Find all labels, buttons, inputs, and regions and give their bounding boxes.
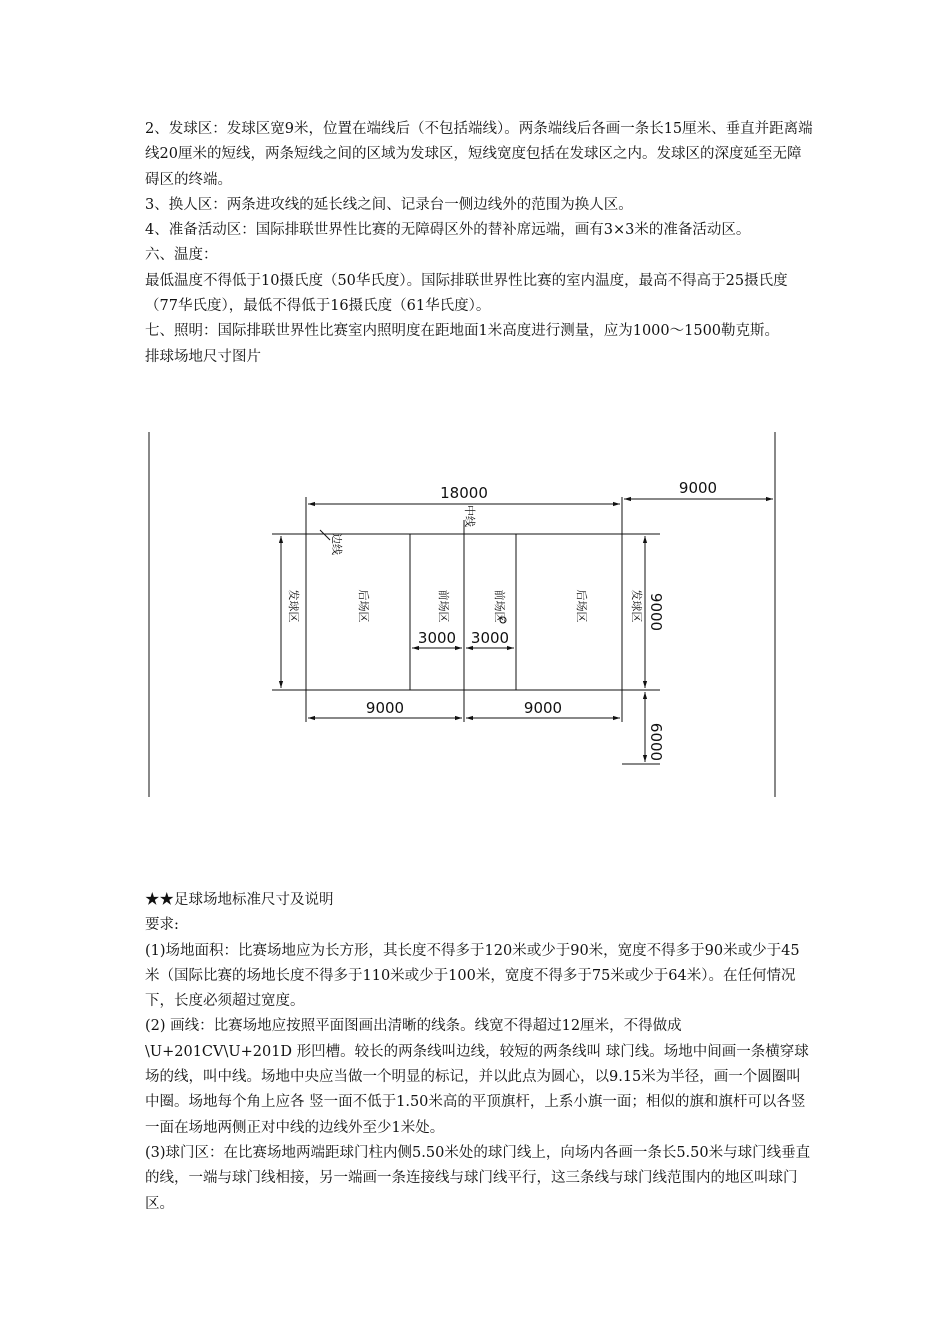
service-zone-left-label: 发球区 <box>287 589 300 623</box>
paragraph-service-zone: 2、发球区：发球区宽9米，位置在端线后（不包括端线）。两条端线后各画一条长15厘米、垂直并距离端线20厘米的短线，两条短线之间的区域为发球区，短线宽度包括在发球区之内。发球区的深度延至无障碍区的终端。 <box>145 121 813 188</box>
paragraph-temperature: 最低温度不得低于10摄氏度（50华氏度）。国际排联世界性比赛的室内温度，最高不得高于25摄氏度（77华氏度），最低不得低于16摄氏度（61华氏度）。 <box>145 272 788 315</box>
paragraph-warmup-area: 4、准备活动区：国际排联世界性比赛的无障碍区外的替补席远端，画有3×3米的准备活动区。 <box>145 222 751 239</box>
paragraph-lighting: 七、照明：国际排联世界性比赛室内照明度在距地面1米高度进行测量，应为1000～1500勒克斯。 <box>145 323 780 340</box>
length-label: 18000 <box>440 484 488 502</box>
paragraph-field-area: (1)场地面积：比赛场地应为长方形，其长度不得多于120米或少于90米，宽度不得多于90米或少于45米（国际比赛的场地长度不得多于110米或少于100米，宽度不得多于75米或少于64米）。在任何情况下，长度必须超过宽度。 <box>145 942 800 1010</box>
attack-right-label: 3000 <box>470 629 510 647</box>
paragraph-field-lines: (2) 画线：比赛场地应按照平面图画出清晰的线条。线宽不得超过12厘米，不得做成\U+201CV\U+201D 形凹槽。较长的两条线叫边线，较短的两条线叫 球门线。场地中间画一条横穿球场的线，叫中线。场地中央应当做一个明显的标记，并以此点为圆心，以9.15米为半径，画一个圆圈叫中圈。场地每个角上应各 竖一面不低于1.50米高的平顶旗杆，上系小旗一面；相似的旗和旗杆可以各竖一面在场地两侧正对中线的边线外至少1米处。 <box>145 1018 809 1136</box>
center-line-label: 中线 <box>463 505 476 527</box>
heading-football-field: ★★足球场地标准尺寸及说明 <box>145 892 334 908</box>
back-zone-left-label: 后场区 <box>357 589 370 623</box>
paragraph-substitution-zone: 3、换人区：两条进攻线的延长线之间、记录台一侧边线外的范围为换人区。 <box>145 196 633 213</box>
sideline-label: 边线 <box>330 533 343 555</box>
front-zone-left-label: 前场区 <box>437 589 450 623</box>
bottom-right-label: 9000 <box>523 699 563 717</box>
back-zone-right-label: 后场区 <box>575 589 588 623</box>
bottom-text-section <box>145 888 813 1217</box>
sideline-leader <box>320 530 330 540</box>
bottom-left-label: 9000 <box>365 699 405 717</box>
paragraph-goal-area: (3)球门区：在比赛场地两端距球门柱内侧5.50米处的球门线上，向场内各画一条长5.50米与球门线垂直的线，一端与球门线相接，另一端画一条连接线与球门线平行，这三条线与球门线范围内的地区叫球门区。 <box>145 1144 811 1212</box>
lower-free-label: 6000 <box>647 722 665 762</box>
heading-requirements: 要求: <box>145 917 179 934</box>
front-zone-right-label: 前场区 <box>493 589 506 623</box>
attack-left-label: 3000 <box>417 629 457 647</box>
free-zone-label: 9000 <box>678 479 718 497</box>
width-label: 9000 <box>647 592 665 632</box>
service-zone-right-label: 发球区 <box>630 589 643 623</box>
heading-temperature: 六、温度： <box>145 247 218 264</box>
caption-court-image: 排球场地尺寸图片 <box>145 348 261 365</box>
